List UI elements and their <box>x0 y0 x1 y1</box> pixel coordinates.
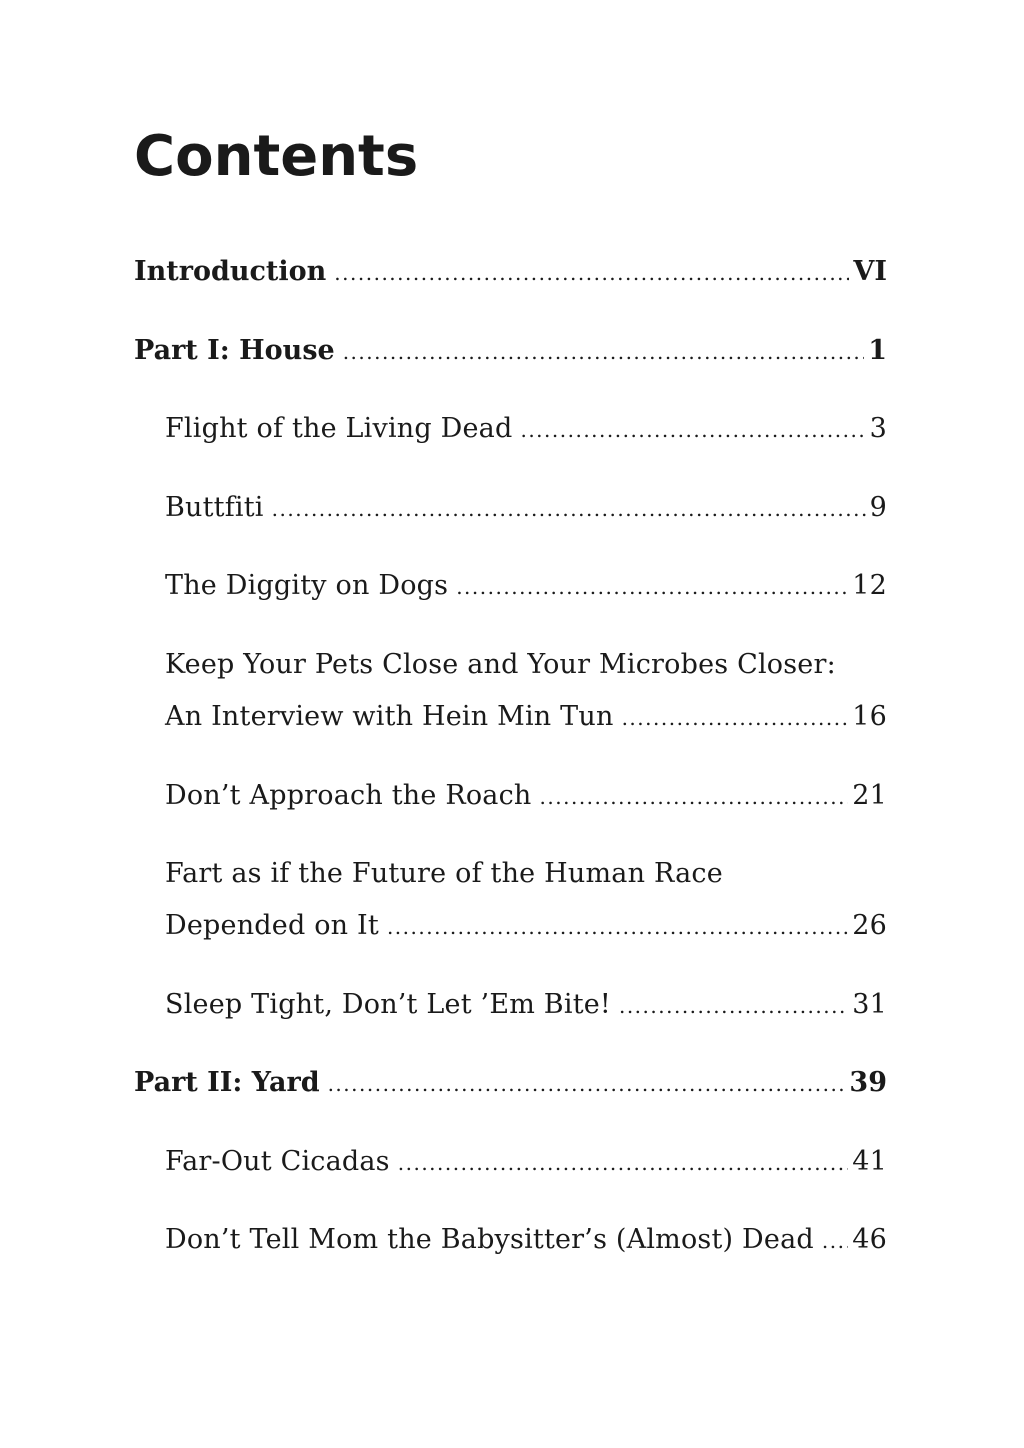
toc-entry-babysitter[interactable] <box>165 1220 887 1260</box>
toc-entry-label: Part I: House <box>134 335 335 366</box>
toc-page-number: 39 <box>849 1067 887 1098</box>
dot-leader <box>540 777 849 817</box>
dot-leader <box>398 1143 848 1183</box>
toc-page-number: 41 <box>852 1146 887 1177</box>
toc-entry-diggity[interactable] <box>165 566 887 606</box>
dot-leader <box>622 698 849 738</box>
toc-entry-title-line: Keep Your Pets Close and Your Microbes Closer: <box>165 649 836 680</box>
toc-entry-pets[interactable] <box>165 645 887 737</box>
toc-page-number: 31 <box>852 989 887 1020</box>
toc-entry-label: Sleep Tight, Don’t Let ’Em Bite! <box>165 989 611 1020</box>
toc-entry-part-1[interactable] <box>134 331 887 371</box>
toc-entry-roach[interactable] <box>165 776 887 816</box>
toc-page-number: 1 <box>868 335 887 366</box>
toc-entry-title-line: Fart as if the Future of the Human Race <box>165 858 723 889</box>
dot-leader <box>328 1064 846 1104</box>
dot-leader <box>387 907 848 947</box>
toc-page-number: 16 <box>852 701 887 732</box>
dot-leader <box>456 567 848 607</box>
toc-entry-label: Far-Out Cicadas <box>165 1146 390 1177</box>
dot-leader <box>520 410 865 450</box>
toc-entry-label: The Diggity on Dogs <box>165 570 449 601</box>
toc-entry-label: Introduction <box>134 256 327 287</box>
toc-entry-buttfiti[interactable] <box>165 488 887 528</box>
toc-page-number: 46 <box>852 1224 887 1255</box>
toc-entry-introduction[interactable] <box>134 252 887 292</box>
toc-entry-label: Flight of the Living Dead <box>165 413 513 444</box>
toc-page-number: 21 <box>852 780 887 811</box>
dot-leader <box>822 1221 848 1261</box>
toc-page-number: VI <box>853 256 887 287</box>
toc-page-number: 12 <box>852 570 887 601</box>
toc-page-number: 3 <box>869 413 887 444</box>
toc-entry-cicadas[interactable] <box>165 1142 887 1182</box>
toc-entry-sleep[interactable] <box>165 985 887 1025</box>
dot-leader <box>272 489 866 529</box>
dot-leader <box>343 332 865 372</box>
dot-leader <box>619 986 848 1026</box>
toc-entry-fart[interactable] <box>165 854 887 946</box>
toc-entry-label: Don’t Tell Mom the Babysitter’s (Almost) Dead <box>165 1224 814 1255</box>
toc-entry-label: Depended on It <box>165 910 379 941</box>
page-title: Contents <box>134 124 419 189</box>
toc-entry-label: Don’t Approach the Roach <box>165 780 532 811</box>
dot-leader <box>334 253 849 293</box>
toc-entry-flight[interactable] <box>165 409 887 449</box>
toc-entry-label: Buttfiti <box>165 492 264 523</box>
toc-entry-part-2[interactable] <box>134 1063 887 1103</box>
toc-entry-label: An Interview with Hein Min Tun <box>165 701 614 732</box>
toc-page-number: 9 <box>869 492 887 523</box>
toc-entry-label: Part II: Yard <box>134 1067 320 1098</box>
toc-page-number: 26 <box>852 910 887 941</box>
